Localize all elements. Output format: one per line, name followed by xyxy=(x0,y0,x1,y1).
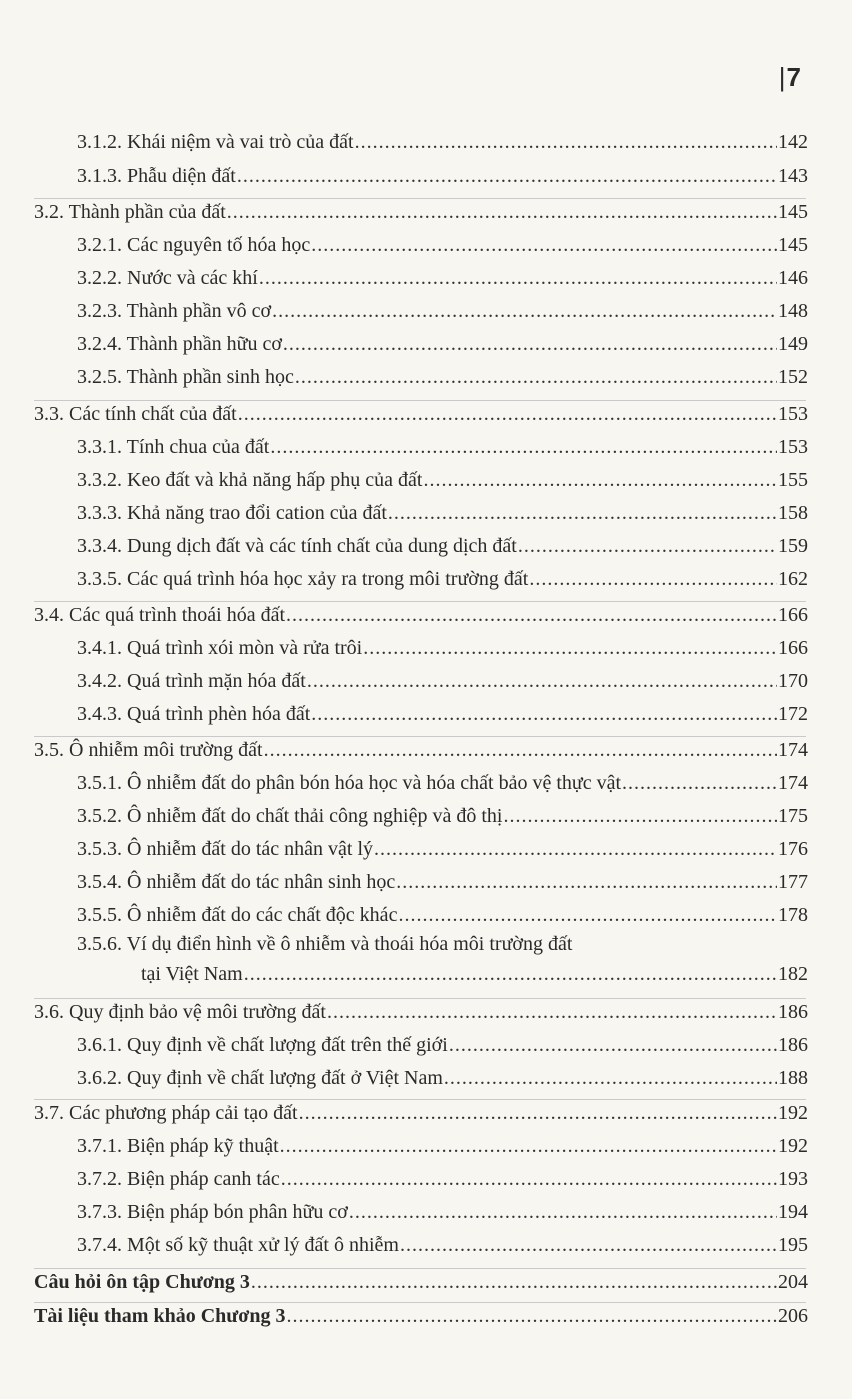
toc-entry-title: 3.2.5. Thành phần sinh học xyxy=(77,366,294,388)
toc-entry[interactable] xyxy=(0,1229,852,1261)
toc-entry-title: 3.7.2. Biện pháp canh tác xyxy=(77,1168,280,1190)
dot-leader xyxy=(280,1130,777,1162)
toc-section[interactable] xyxy=(0,1097,852,1129)
toc-entry[interactable] xyxy=(0,530,852,562)
dot-leader xyxy=(503,800,777,832)
toc-entry[interactable] xyxy=(0,866,852,898)
toc-entry-page: 193 xyxy=(778,1168,808,1190)
dot-leader xyxy=(286,599,777,631)
toc-entry-title: 3.7.3. Biện pháp bón phân hữu cơ xyxy=(77,1201,348,1223)
toc-entry-page: 153 xyxy=(778,436,808,458)
toc-entry-page: 192 xyxy=(778,1135,808,1157)
toc-entry[interactable] xyxy=(0,833,852,865)
toc-entry-title: 3.5.5. Ô nhiễm đất do các chất độc khác xyxy=(77,904,398,926)
toc-entry-title: 3.5.6. Ví dụ điển hình về ô nhiễm và thoái hóa môi trường đất xyxy=(77,933,573,955)
toc-entry-title: 3.3.5. Các quá trình hóa học xảy ra trong môi trường đất xyxy=(77,568,529,590)
toc-section[interactable] xyxy=(0,196,852,228)
toc-entry-title: 3.3. Các tính chất của đất xyxy=(34,403,237,425)
toc-entry-page: 146 xyxy=(778,267,808,289)
toc-entry-page: 159 xyxy=(778,535,808,557)
dot-leader xyxy=(264,734,777,766)
dot-leader xyxy=(295,361,777,393)
toc-entry-page: 143 xyxy=(778,165,808,187)
toc-entry[interactable] xyxy=(0,1130,852,1162)
toc-entry-title: 3.6.1. Quy định về chất lượng đất trên thế giới xyxy=(77,1034,448,1056)
toc-entry-page: 188 xyxy=(778,1067,808,1089)
toc-references[interactable] xyxy=(0,1300,852,1332)
toc-entry-title: 3.3.1. Tính chua của đất xyxy=(77,436,270,458)
dot-leader xyxy=(311,698,777,730)
toc-entry-page: 166 xyxy=(778,604,808,626)
toc-entry-title: 3.5.4. Ô nhiễm đất do tác nhân sinh học xyxy=(77,871,396,893)
toc-entry-page: 195 xyxy=(778,1234,808,1256)
dot-leader xyxy=(529,563,777,595)
toc-entry[interactable] xyxy=(0,361,852,393)
dot-leader xyxy=(259,262,777,294)
toc-entry[interactable] xyxy=(0,767,852,799)
toc-entry[interactable] xyxy=(0,229,852,261)
toc-entry[interactable] xyxy=(0,464,852,496)
toc-entry-page: 186 xyxy=(778,1034,808,1056)
toc-entry[interactable] xyxy=(0,632,852,664)
toc-entry-title: 3.2.4. Thành phần hữu cơ xyxy=(77,333,282,355)
dot-leader xyxy=(423,464,777,496)
dot-leader xyxy=(363,632,777,664)
toc-entry[interactable] xyxy=(0,563,852,595)
toc-entry-title: 3.3.3. Khả năng trao đổi cation của đất xyxy=(77,502,387,524)
toc-entry-title: 3.5. Ô nhiễm môi trường đất xyxy=(34,739,263,761)
toc-entry[interactable] xyxy=(0,295,852,327)
dot-leader xyxy=(307,665,777,697)
toc-entry-page: 142 xyxy=(778,131,808,153)
toc-entry-page: 145 xyxy=(778,234,808,256)
toc-entry[interactable] xyxy=(0,698,852,730)
toc-entry-title: Tài liệu tham khảo Chương 3 xyxy=(34,1305,286,1327)
toc-section[interactable] xyxy=(0,996,852,1028)
toc-entry[interactable] xyxy=(0,1163,852,1195)
toc-entry-page: 194 xyxy=(778,1201,808,1223)
toc-entry-page: 166 xyxy=(778,637,808,659)
toc-entry-title: 3.7.1. Biện pháp kỹ thuật xyxy=(77,1135,279,1157)
dot-leader xyxy=(272,295,777,327)
toc-entry-title: 3.2.2. Nước và các khí xyxy=(77,267,258,289)
dot-leader xyxy=(283,328,777,360)
toc-entry-page: 158 xyxy=(778,502,808,524)
toc-entry-title: 3.2.1. Các nguyên tố hóa học xyxy=(77,234,311,256)
dot-leader xyxy=(270,431,777,463)
toc-entry-page: 153 xyxy=(778,403,808,425)
toc-entry-page: 170 xyxy=(778,670,808,692)
toc-entry-title: 3.2. Thành phần của đất xyxy=(34,201,226,223)
dot-leader xyxy=(355,126,777,158)
toc-entry-title: 3.1.2. Khái niệm và vai trò của đất xyxy=(77,131,354,153)
toc-entry-title: 3.3.2. Keo đất và khả năng hấp phụ của đất xyxy=(77,469,423,491)
toc-entry-page: 174 xyxy=(778,772,808,794)
dot-leader xyxy=(400,1229,777,1261)
toc-entry-page: 162 xyxy=(778,568,808,590)
toc-entry-title: 3.1.3. Phẫu diện đất xyxy=(77,165,236,187)
toc-entry-page: 175 xyxy=(778,805,808,827)
dot-leader xyxy=(281,1163,777,1195)
dot-leader xyxy=(251,1266,777,1298)
dot-leader xyxy=(396,866,777,898)
dot-leader xyxy=(349,1196,777,1228)
dot-leader xyxy=(311,229,777,261)
toc-entry[interactable] xyxy=(0,262,852,294)
toc-section[interactable] xyxy=(0,734,852,766)
dot-leader xyxy=(398,899,777,931)
dot-leader xyxy=(388,497,777,529)
toc-entry[interactable] xyxy=(0,160,852,192)
dot-leader xyxy=(449,1029,777,1061)
toc-entry-page: 149 xyxy=(778,333,808,355)
toc-entry[interactable] xyxy=(0,1196,852,1228)
toc-entry-page: 176 xyxy=(778,838,808,860)
toc-entry[interactable] xyxy=(0,126,852,158)
toc-entry[interactable] xyxy=(0,1062,852,1094)
dot-leader xyxy=(238,398,777,430)
toc-entry-title: Câu hỏi ôn tập Chương 3 xyxy=(34,1271,250,1293)
toc-entry-page: 152 xyxy=(778,366,808,388)
toc-section[interactable] xyxy=(0,599,852,631)
dot-leader xyxy=(374,833,777,865)
dot-leader xyxy=(518,530,777,562)
toc-entry-page: 178 xyxy=(778,904,808,926)
dot-leader xyxy=(286,1300,777,1332)
toc-entry-title: 3.2.3. Thành phần vô cơ xyxy=(77,300,272,322)
toc-section[interactable] xyxy=(0,398,852,430)
toc-entry-page: 206 xyxy=(778,1305,808,1327)
toc-entry-title-continuation: tại Việt Nam xyxy=(141,963,243,985)
toc-entry-title: 3.4. Các quá trình thoái hóa đất xyxy=(34,604,286,626)
dot-leader xyxy=(622,767,777,799)
toc-entry-title: 3.7. Các phương pháp cải tạo đất xyxy=(34,1102,298,1124)
toc-entry[interactable] xyxy=(0,958,852,990)
toc-entry-title: 3.3.4. Dung dịch đất và các tính chất của dung dịch đất xyxy=(77,535,517,557)
toc-entry-page: 204 xyxy=(778,1271,808,1293)
toc-entry[interactable] xyxy=(0,497,852,529)
toc-entry-title: 3.4.2. Quá trình mặn hóa đất xyxy=(77,670,306,692)
toc-entry[interactable] xyxy=(0,899,852,931)
toc-entry-title: 3.6.2. Quy định về chất lượng đất ở Việt Nam xyxy=(77,1067,443,1089)
toc-entry-page: 186 xyxy=(778,1001,808,1023)
dot-leader xyxy=(327,996,777,1028)
toc-entry-title: 3.4.3. Quá trình phèn hóa đất xyxy=(77,703,311,725)
toc-entry[interactable] xyxy=(0,1029,852,1061)
dot-leader xyxy=(299,1097,777,1129)
toc-entry-page: 192 xyxy=(778,1102,808,1124)
toc-entry[interactable] xyxy=(0,431,852,463)
toc-entry[interactable] xyxy=(0,665,852,697)
toc-entry-title: 3.7.4. Một số kỹ thuật xử lý đất ô nhiễm xyxy=(77,1234,399,1256)
dot-leader xyxy=(237,160,777,192)
toc-entry-page: 177 xyxy=(778,871,808,893)
toc-entry-title: 3.5.3. Ô nhiễm đất do tác nhân vật lý xyxy=(77,838,374,860)
toc-entry-page: 155 xyxy=(778,469,808,491)
page-number: |7 xyxy=(778,62,802,92)
toc-entry-page: 145 xyxy=(778,201,808,223)
toc-entry-title: 3.5.1. Ô nhiễm đất do phân bón hóa học và hóa chất bảo vệ thực vật xyxy=(77,772,622,794)
toc-review-questions[interactable] xyxy=(0,1266,852,1298)
toc-entry-title: 3.4.1. Quá trình xói mòn và rửa trôi xyxy=(77,637,363,659)
toc-entry-page: 174 xyxy=(778,739,808,761)
toc-entry-page: 172 xyxy=(778,703,808,725)
toc-entry[interactable] xyxy=(0,800,852,832)
toc-entry-title: 3.6. Quy định bảo vệ môi trường đất xyxy=(34,1001,326,1023)
toc-entry-page: 182 xyxy=(778,963,808,985)
dot-leader xyxy=(244,958,777,990)
dot-leader xyxy=(227,196,777,228)
toc-entry[interactable] xyxy=(0,328,852,360)
toc-entry-title: 3.5.2. Ô nhiễm đất do chất thải công nghiệp và đô thị xyxy=(77,805,503,827)
toc-entry-page: 148 xyxy=(778,300,808,322)
dot-leader xyxy=(444,1062,777,1094)
